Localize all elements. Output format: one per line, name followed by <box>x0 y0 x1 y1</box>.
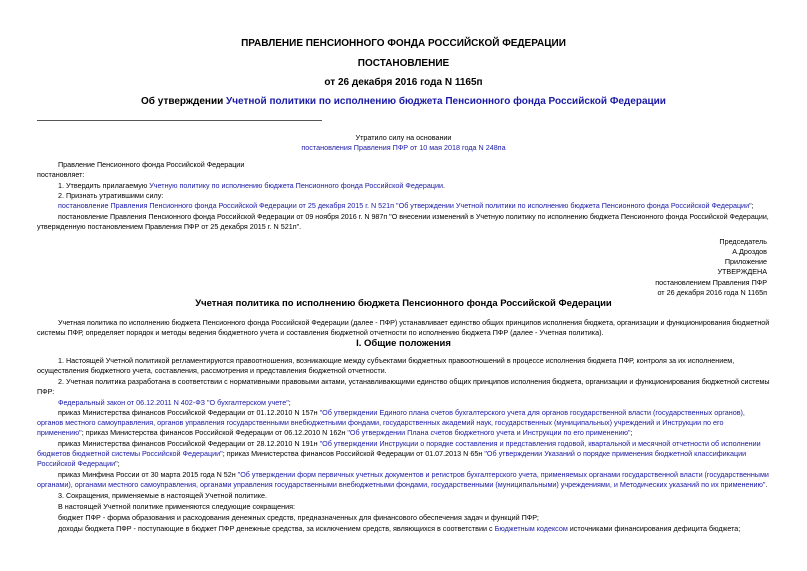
budget-code-link[interactable]: Бюджетным кодексом <box>494 524 568 533</box>
signature-role: Председатель <box>719 237 767 246</box>
law-1-link[interactable]: Федеральный закон от 06.12.2011 N 402-ФЗ "О бухгалтерском учете" <box>58 398 289 407</box>
law-3a-link[interactable]: "Об утверждении Инструкции о порядке составления и представления годовой, квартальной и месячной отчетности об исполнении <box>319 439 761 448</box>
law-3b-link-2[interactable]: "Об утверждении Указаний о порядке применения бюджетной классификации <box>484 449 747 458</box>
signature-name: А.Дроздов <box>732 247 767 256</box>
appendix-by: постановлением Правления ПФР <box>655 278 767 287</box>
p3-post: . <box>443 181 446 190</box>
law-2c-mid: ; приказ Министерства финансов Российской Федерации от 06.12.2010 N 162н <box>81 428 348 437</box>
doc-title-link[interactable]: Учетной политики по исполнению бюджета Пенсионного фонда Российской Федерации <box>226 96 666 107</box>
doc-title <box>0 96 807 107</box>
expiry-link[interactable]: постановления Правления ПФР от 10 мая 2018 года N 248па <box>301 143 506 152</box>
law-4b-link[interactable]: органами), органами местного самоуправления, органами управления государственными внебюджетными фондами, государственными (муниципальными) учреждениями, и Методических указаний по их применению" <box>37 480 766 489</box>
law-3b-link[interactable]: бюджетов бюджетной системы Российской Федерации" <box>37 449 223 458</box>
law-2c-link-2[interactable]: "Об утверждении Плана счетов бюджетного учета и Инструкции по его применению" <box>347 428 631 437</box>
body-para-4: 2. Признать утратившими силу: <box>58 191 164 200</box>
law-2c-link[interactable]: применению" <box>37 428 82 437</box>
s1-para-1b: осуществления бюджетного учета, составления, рассмотрения и представления бюджетной отчетности. <box>37 366 387 375</box>
doc-type: ПОСТАНОВЛЕНИЕ <box>357 58 450 69</box>
law-4a <box>58 470 769 479</box>
law-2a-link[interactable]: "Об утверждении Единого плана счетов бухгалтерского учета для органов государственной власти (государственных органов), <box>319 408 745 417</box>
law-2c-post: ; <box>630 428 633 437</box>
law-2b <box>37 418 723 427</box>
expiry-note: Утратило силу на основании <box>355 133 452 142</box>
law-3c-post: ; <box>117 459 120 468</box>
doc-title-prefix: Об утверждении <box>141 96 227 107</box>
law-4a-link[interactable]: "Об утверждении форм первичных учетных документов и регистров бухгалтерского учета, применяемых органами государственной власти (государственными <box>237 470 769 479</box>
law-3a <box>58 439 761 448</box>
section-1-heading: I. Общие положения <box>356 338 451 349</box>
law-2a-pre: приказ Министерства финансов Российской Федерации от 01.12.2010 N 157н <box>58 408 320 417</box>
body-para-3 <box>58 181 445 190</box>
s1-para-1a: 1. Настоящей Учетной политикой регламентируются правоотношения, возникающие между субъектами бюджетных правоотношений в процессе исполнения бюджета ПФР, контроля за их исполнением, <box>58 356 735 365</box>
org-header: ПРАВЛЕНИЕ ПЕНСИОННОГО ФОНДА РОССИЙСКОЙ ФЕДЕРАЦИИ <box>241 38 566 49</box>
law-2b-link[interactable]: органов местного самоуправления, органов управления государственными внебюджетными фондами, государственных академий наук, государственных (муниципальных) учреждений и Инструкции по его <box>37 418 724 427</box>
law-1 <box>58 398 291 407</box>
body-para-6b: утвержденную постановлением Правления ПФР от 25 декабря 2015 г. N 521п". <box>37 222 302 231</box>
s1-para-6 <box>58 524 740 533</box>
policy-intro-b: системы ПФР, определяет порядок и методы ведения бюджетного учета и составления бюджетной отчетности по исполнению бюджета ПФР (далее - Учетная политика). <box>37 328 604 337</box>
law-4a-pre: приказ Минфина России от 30 марта 2015 года N 52н <box>58 470 238 479</box>
s1-para-4: В настоящей Учетной политике применяются следующие сокращения: <box>58 502 295 511</box>
law-2c <box>37 428 633 437</box>
body-para-6a: постановление Правления Пенсионного фонда Российской Федерации от 09 ноября 2016 г. N 987п "О внесении изменений в Учетную политику по исполнению бюджета Пенсионного фонда Российской Федерации, <box>58 212 769 221</box>
law-3c-link[interactable]: Российской Федерации" <box>37 459 118 468</box>
law-4b <box>37 480 767 489</box>
s1-para-6-post: источниками финансирования дефицита бюджета; <box>567 524 741 533</box>
appendix-label: Приложение <box>724 257 767 266</box>
law-3b-mid: ; приказ Министерства финансов Российской Федерации от 01.07.2013 N 65н <box>222 449 485 458</box>
body-para-2: постановляет: <box>37 170 85 179</box>
separator-rule <box>37 120 322 121</box>
s1-para-2a: 2. Учетная политика разработана в соответствии с нормативными правовыми актами, устанавливающими единство общих принципов исполнения бюджета, организации и функционирования бюджетной системы <box>58 377 770 386</box>
law-3a-pre: приказ Министерства финансов Российской Федерации от 28.12.2010 N 191н <box>58 439 320 448</box>
p5-post: ; <box>751 201 754 210</box>
p3-pre: 1. Утвердить прилагаемую <box>58 181 150 190</box>
policy-intro-a: Учетная политика по исполнению бюджета Пенсионного фонда Российской Федерации (далее - ПФР) устанавливает единство общих принципов исполнения бюджета, организации и функционирования бюджетной <box>58 318 770 327</box>
law-2a <box>58 408 745 417</box>
s1-para-3: 3. Сокращения, применяемые в настоящей Учетной политике. <box>58 491 267 500</box>
law-3b <box>37 449 746 458</box>
body-para-5 <box>58 201 754 210</box>
body-para-1: Правление Пенсионного фонда Российской Федерации <box>58 160 245 169</box>
law-4b-post: . <box>765 480 768 489</box>
appendix-approved: УТВЕРЖДЕНА <box>717 267 767 276</box>
s1-para-2b: ПФР: <box>37 387 55 396</box>
p5-link-2[interactable]: "Об утверждении Учетной политики по исполнению бюджета Пенсионного фонда Российской Федерации" <box>396 201 752 210</box>
p3-link[interactable]: Учетную политику по исполнению бюджета Пенсионного фонда Российской Федерации <box>149 181 444 190</box>
doc-date-number: от 26 декабря 2016 года N 1165п <box>324 77 483 88</box>
s1-para-5: бюджет ПФР - форма образования и расходования денежных средств, предназначенных для финансового обеспечения задач и функций ПФР; <box>58 513 539 522</box>
policy-title: Учетная политика по исполнению бюджета Пенсионного фонда Российской Федерации <box>195 298 612 309</box>
appendix-date: от 26 декабря 2016 года N 1165п <box>657 288 767 297</box>
law-3c <box>37 459 120 468</box>
p5-link-1[interactable]: постановление Правления Пенсионного фонда Российской Федерации от 25 декабря 2015 г. N 521п <box>58 201 395 210</box>
s1-para-6-pre: доходы бюджета ПФР - поступающие в бюджет ПФР денежные средства, за исключением средств, являющихся в соответствии с <box>58 524 495 533</box>
law-1-post: ; <box>288 398 291 407</box>
